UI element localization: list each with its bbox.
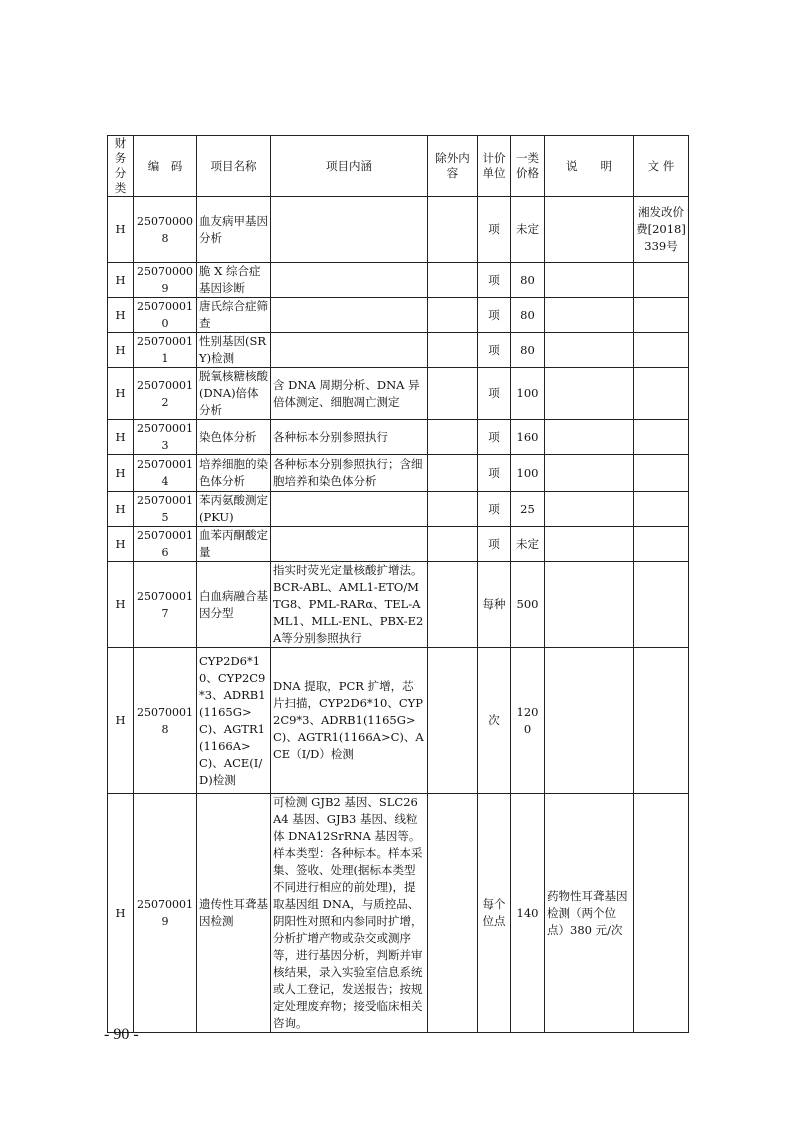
cell-file: [634, 455, 689, 492]
cell-note: [545, 298, 634, 333]
cell-cat: H: [108, 794, 134, 1033]
cell-name: CYP2D6*10、CYP2C9*3、ADRB1(1165G>C)、AGTR1(1166A>C)、ACE(I/D)检测: [197, 648, 271, 794]
page-number: - 90 -: [104, 1026, 139, 1043]
cell-name: 遗传性耳聋基因检测: [197, 794, 271, 1033]
cell-note: [545, 263, 634, 298]
header-note: 说 明: [545, 136, 634, 197]
cell-excl: [428, 648, 478, 794]
table-row: [108, 562, 689, 648]
cell-code: 250700012: [134, 368, 197, 420]
cell-note: [545, 527, 634, 562]
cell-unit: 项: [478, 455, 511, 492]
cell-name: 血友病甲基因分析: [197, 197, 271, 263]
cell-price: 未定: [511, 197, 545, 263]
table-row: [108, 527, 689, 562]
table-row: [108, 648, 689, 794]
cell-code: 250700013: [134, 420, 197, 455]
cell-file: [634, 648, 689, 794]
cell-unit: 项: [478, 298, 511, 333]
cell-cat: H: [108, 562, 134, 648]
cell-price: 100: [511, 368, 545, 420]
cell-excl: [428, 197, 478, 263]
table-row: [108, 298, 689, 333]
cell-cat: H: [108, 527, 134, 562]
table-row: [108, 333, 689, 368]
cell-unit: 每种: [478, 562, 511, 648]
cell-note: [545, 333, 634, 368]
cell-cat: H: [108, 648, 134, 794]
cell-content: 各种标本分别参照执行: [271, 420, 428, 455]
cell-content: [271, 492, 428, 527]
cell-unit: 项: [478, 527, 511, 562]
cell-excl: [428, 794, 478, 1033]
cell-content: DNA 提取，PCR 扩增，芯片扫描，CYP2D6*10、CYP2C9*3、ADRB1(1165G>C)、AGTR1(1166A>C)、ACE（I/D）检测: [271, 648, 428, 794]
table-row: [108, 263, 689, 298]
cell-note: [545, 562, 634, 648]
cell-price: 25: [511, 492, 545, 527]
cell-excl: [428, 420, 478, 455]
cell-code: 250700011: [134, 333, 197, 368]
cell-cat: H: [108, 492, 134, 527]
cell-content: 指实时荧光定量核酸扩增法。BCR-ABL、AML1-ETO/MTG8、PML-RARα、TEL-AML1、MLL-ENL、PBX-E2A等分别参照执行: [271, 562, 428, 648]
cell-code: 250700008: [134, 197, 197, 263]
cell-note: [545, 368, 634, 420]
cell-cat: H: [108, 333, 134, 368]
cell-unit: 项: [478, 368, 511, 420]
cell-price: 1200: [511, 648, 545, 794]
cell-file: [634, 263, 689, 298]
cell-file: [634, 298, 689, 333]
cell-content: 各种标本分别参照执行；含细胞培养和染色体分析: [271, 455, 428, 492]
cell-content: 可检测 GJB2 基因、SLC26A4 基因、GJB3 基因、线粒体 DNA12SrRNA 基因等。样本类型：各种标本。样本采集、签收、处理(据标本类型不同进行相应的前处理)，提取基因组 DNA，与质控品、阴阳性对照和内参同时扩增，分析扩增产物或杂交或测序等，进行基因分析，判断并审核结果，录入实验室信息系统或人工登记，发送报告；按规定处理废弃物；接受临床相关咨询。: [271, 794, 428, 1033]
cell-file: [634, 333, 689, 368]
cell-name: 性别基因(SRY)检测: [197, 333, 271, 368]
cell-excl: [428, 492, 478, 527]
cell-unit: 项: [478, 333, 511, 368]
cell-content: 含 DNA 周期分析、DNA 异倍体测定、细胞凋亡测定: [271, 368, 428, 420]
cell-excl: [428, 298, 478, 333]
cell-note: [545, 420, 634, 455]
table-row: [108, 794, 689, 1033]
cell-name: 培养细胞的染色体分析: [197, 455, 271, 492]
cell-excl: [428, 333, 478, 368]
cell-content: [271, 298, 428, 333]
cell-name: 苯丙氨酸测定(PKU): [197, 492, 271, 527]
cell-file: [634, 420, 689, 455]
cell-cat: H: [108, 368, 134, 420]
cell-excl: [428, 562, 478, 648]
cell-content: [271, 333, 428, 368]
cell-content: [271, 197, 428, 263]
cell-excl: [428, 368, 478, 420]
cell-price: 未定: [511, 527, 545, 562]
header-unit: 计价单位: [478, 136, 511, 197]
cell-name: 脆 X 综合症基因诊断: [197, 263, 271, 298]
header-row: [108, 136, 689, 197]
cell-code: 250700009: [134, 263, 197, 298]
cell-excl: [428, 527, 478, 562]
header-name: 项目名称: [197, 136, 271, 197]
cell-content: [271, 263, 428, 298]
cell-cat: H: [108, 455, 134, 492]
cell-price: 500: [511, 562, 545, 648]
cell-unit: 项: [478, 263, 511, 298]
cell-code: 250700018: [134, 648, 197, 794]
header-excl: 除外内容: [428, 136, 478, 197]
cell-note: [545, 648, 634, 794]
header-code: 编 码: [134, 136, 197, 197]
cell-file: [634, 794, 689, 1033]
table-row: [108, 455, 689, 492]
cell-note: [545, 492, 634, 527]
cell-name: 白血病融合基因分型: [197, 562, 271, 648]
cell-cat: H: [108, 420, 134, 455]
cell-price: 80: [511, 298, 545, 333]
header-file: 文 件: [634, 136, 689, 197]
cell-unit: 项: [478, 492, 511, 527]
cell-code: 250700010: [134, 298, 197, 333]
table-row: [108, 420, 689, 455]
cell-note: 药物性耳聋基因检测（两个位点）380 元/次: [545, 794, 634, 1033]
cell-code: 250700019: [134, 794, 197, 1033]
cell-code: 250700015: [134, 492, 197, 527]
cell-unit: 每个位点: [478, 794, 511, 1033]
cell-price: 100: [511, 455, 545, 492]
cell-price: 160: [511, 420, 545, 455]
cell-file: [634, 368, 689, 420]
cell-note: [545, 197, 634, 263]
cell-note: [545, 455, 634, 492]
cell-name: 唐氏综合症筛查: [197, 298, 271, 333]
cell-excl: [428, 455, 478, 492]
cell-name: 染色体分析: [197, 420, 271, 455]
cell-code: 250700014: [134, 455, 197, 492]
cell-unit: 项: [478, 197, 511, 263]
cell-file: 湘发改价费[2018]339号: [634, 197, 689, 263]
table-row: [108, 492, 689, 527]
table-row: [108, 197, 689, 263]
cell-file: [634, 527, 689, 562]
cell-code: 250700017: [134, 562, 197, 648]
cell-file: [634, 562, 689, 648]
cell-unit: 项: [478, 420, 511, 455]
cell-excl: [428, 263, 478, 298]
cell-price: 80: [511, 333, 545, 368]
cell-unit: 次: [478, 648, 511, 794]
cell-name: 血苯丙酮酸定量: [197, 527, 271, 562]
table-row: [108, 368, 689, 420]
cell-code: 250700016: [134, 527, 197, 562]
cell-file: [634, 492, 689, 527]
cell-content: [271, 527, 428, 562]
header-cat: 财务分类: [108, 136, 134, 197]
cell-price: 140: [511, 794, 545, 1033]
cell-name: 脱氧核糖核酸(DNA)倍体分析: [197, 368, 271, 420]
price-table: [107, 135, 689, 1033]
cell-cat: H: [108, 197, 134, 263]
cell-cat: H: [108, 263, 134, 298]
cell-price: 80: [511, 263, 545, 298]
header-content: 项目内涵: [271, 136, 428, 197]
header-price: 一类价格: [511, 136, 545, 197]
cell-cat: H: [108, 298, 134, 333]
